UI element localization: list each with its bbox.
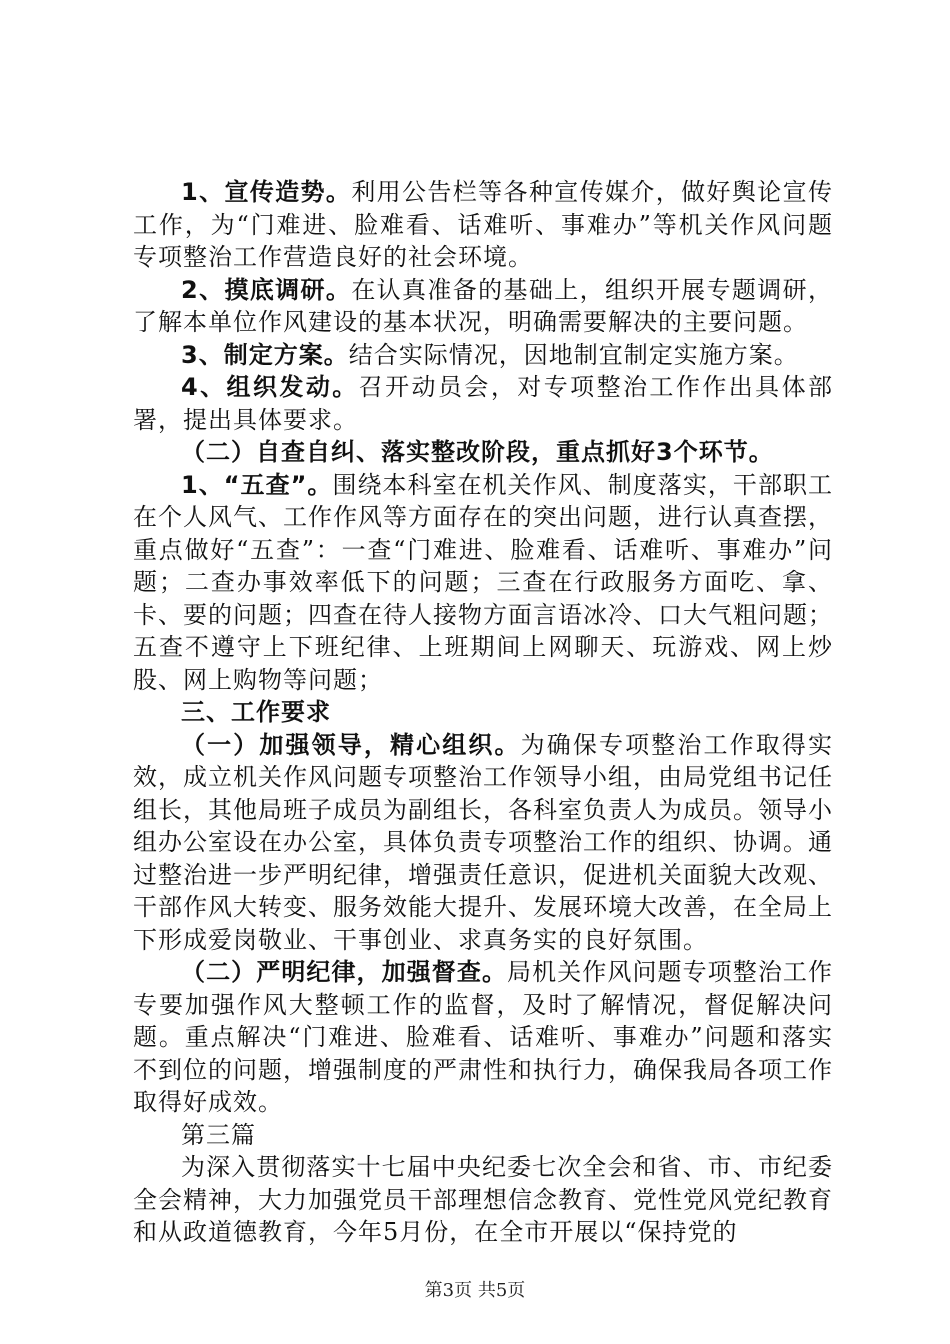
paragraph-lead: 4、组织发动。	[181, 373, 359, 401]
paragraph-mobilize	[133, 371, 833, 436]
paragraph-lead: 1、宣传造势。	[181, 178, 352, 206]
section-heading-requirements	[133, 696, 833, 729]
paragraph-text: 召开动员会，对专项整治工作作出具体部署，提出具体要求。	[133, 373, 833, 434]
paragraph-text: 在认真准备的基础上，组织开展专题调研，了解本单位作风建设的基本状况，明确需要解决的主要问题。	[133, 275, 834, 336]
page-footer: 第3页 共5页	[424, 1280, 526, 1301]
paragraph-lead: （二）自查自纠、落实整改阶段，重点抓好3个环节。	[181, 438, 774, 466]
paragraph-text: 为确保专项整治工作取得实效，成立机关作风问题专项整治工作领导小组，由局党组书记任组长，其他局班子成员为副组长，各科室负责人为成员。领导小组办公室设在办公室，具体负责专项整治工作的组织、协调。通过整治进一步严明纪律，增强责任意识，促进机关面貌大改观、干部作风大转变、服务效能大提升、发展环境大改善，在全局上下形成爱岗敬业、干事创业、求真务实的良好氛围。	[133, 730, 833, 954]
paragraph-lead: 1、“五查”。	[181, 470, 333, 499]
section-heading-self-check	[133, 436, 833, 469]
paragraph-plan	[133, 339, 833, 372]
paragraph-text: 第三篇	[181, 1120, 256, 1149]
paragraph-lead: 三、工作要求	[181, 698, 331, 726]
section-title-third	[133, 1119, 833, 1152]
paragraph-text: 局机关作风问题专项整治工作专要加强作风大整顿工作的监督，及时了解情况，督促解决问题。重点解决“门难进、脸难看、话难听、事难办”问题和落实不到位的问题，增强制度的严肃性和执行力，确保我局各项工作取得好成效。	[133, 958, 834, 1116]
paragraph-text: 围绕本科室在机关作风、制度落实，干部职工在个人风气、工作作风等方面存在的突出问题，进行认真查摆，重点做好“五查”：一查“门难进、脸难看、话难听、事难办”问题；二查办事效率低下的问题；三查在行政服务方面吃、拿、卡、要的问题；四查在待人接物方面言语冰冷、口大气粗问题；五查不遵守上下班纪律、上班期间上网聊天、玩游戏、网上炒股、网上购物等问题；	[133, 470, 833, 694]
paragraph-text: 利用公告栏等各种宣传媒介，做好舆论宣传工作，为“门难进、脸难看、话难听、事难办”等机关作风问题专项整治工作营造良好的社会环境。	[133, 178, 834, 271]
paragraph-propaganda	[133, 176, 833, 274]
paragraph-intro-third	[133, 1151, 833, 1249]
document-body	[133, 176, 833, 1249]
paragraph-lead: （二）严明纪律，加强督查。	[181, 958, 508, 986]
paragraph-text: 为深入贯彻落实十七届中央纪委七次全会和省、市、市纪委全会精神，大力加强党员干部理想信念教育、党性党风党纪教育和从政道德教育，今年5月份，在全市开展以“保持党的	[133, 1153, 833, 1246]
paragraph-five-checks	[133, 469, 833, 697]
paragraph-text: 结合实际情况，因地制宜制定实施方案。	[348, 340, 799, 369]
paragraph-lead: 3、制定方案。	[181, 340, 349, 369]
paragraph-lead: （一）加强领导，精心组织。	[181, 730, 521, 759]
paragraph-survey	[133, 274, 833, 339]
paragraph-leadership	[133, 729, 833, 957]
paragraph-lead: 2、摸底调研。	[181, 275, 352, 304]
paragraph-discipline	[133, 956, 833, 1119]
